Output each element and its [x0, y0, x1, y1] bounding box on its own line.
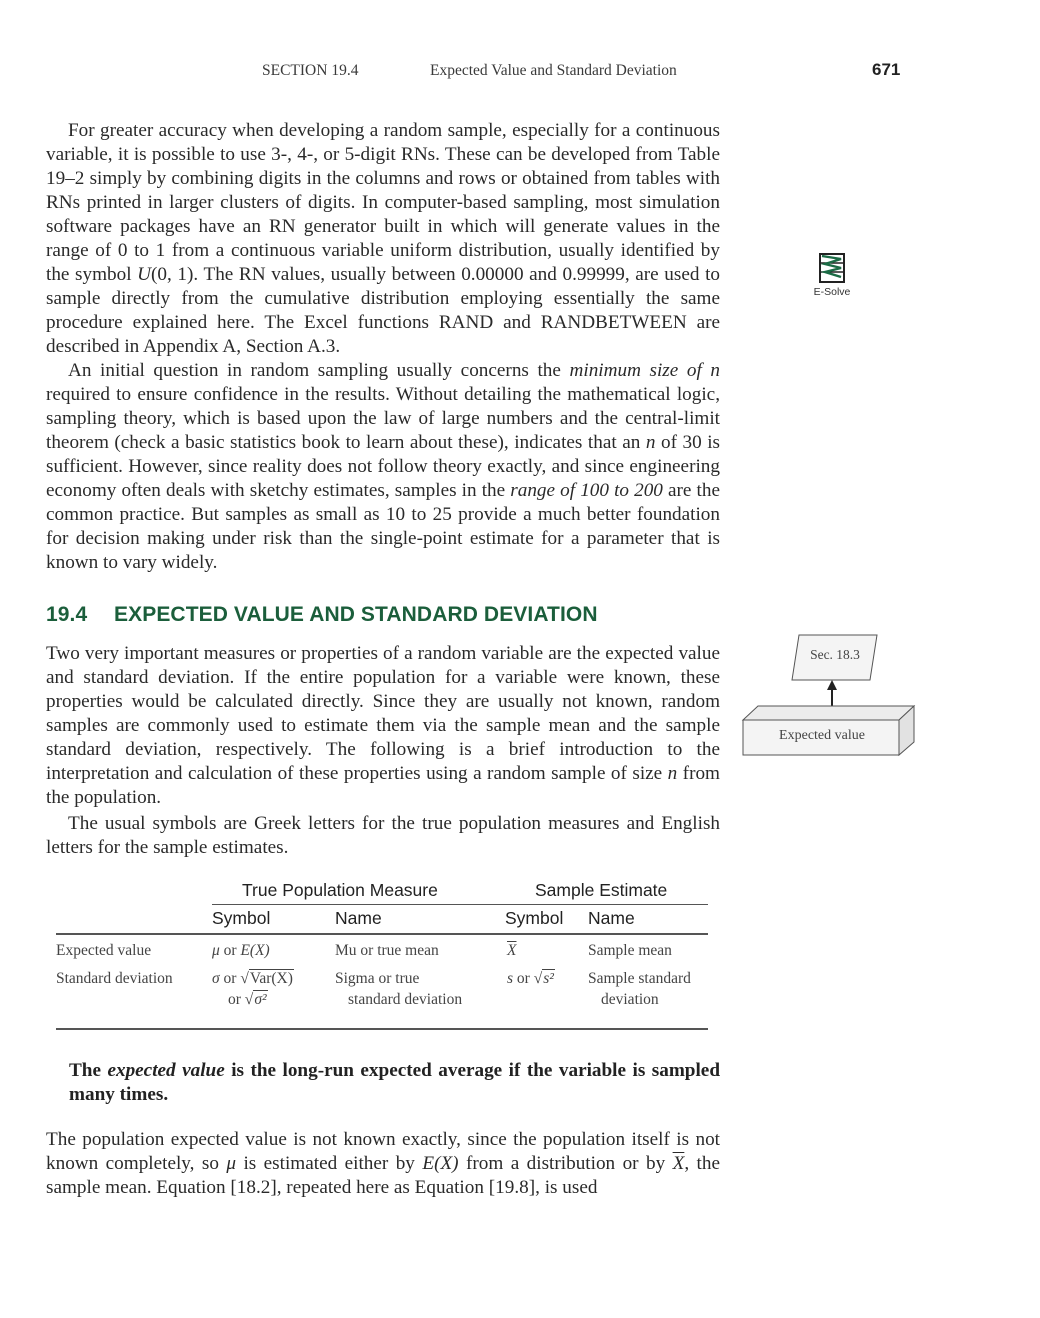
- pop-symbol-sigma: [212, 968, 294, 989]
- symbol-n: n: [667, 763, 678, 784]
- definition-text: is the long-run expected average if the variable is sampled many times.: [69, 1060, 720, 1105]
- paragraph-sample-size: [46, 359, 720, 575]
- definition-term: expected value: [107, 1060, 225, 1081]
- sample-symbol-xbar: [507, 940, 516, 961]
- paragraph-text: is estimated either by: [236, 1153, 423, 1174]
- sqrt-icon: √: [240, 970, 249, 987]
- column-header-sample-symbol: Symbol: [505, 908, 564, 928]
- row-measure-standard-deviation: Standard deviation: [56, 970, 173, 987]
- paragraph-text: are the common practice. But samples as small as 10 to 25 provide a much better foundation for decision making under risk than the single-point estimate for a parameter that is known to vary widely.: [46, 480, 720, 573]
- sample-name-sd-line2: deviation: [601, 991, 659, 1008]
- sqrt-icon: √: [533, 970, 543, 987]
- running-title: Expected Value and Standard Deviation: [430, 62, 677, 79]
- paragraph-text: The population expected value is not known exactly, since the population itself is not known completely, so: [46, 1129, 720, 1174]
- paragraph-random-number-accuracy: [46, 119, 720, 359]
- esolve-label: E-Solve: [813, 286, 851, 298]
- expected-value-definition: [69, 1059, 720, 1107]
- diagram-label-sec-18-3: Sec. 18.3: [810, 647, 860, 662]
- table-bottom-rule: [56, 1028, 708, 1030]
- paragraph-symbols-intro: [46, 812, 720, 860]
- esolve-margin-icon: [802, 253, 862, 298]
- symbol-s-squared: s²: [543, 970, 554, 987]
- group-header-sample-estimate: Sample Estimate: [535, 880, 668, 900]
- paragraph-text: from the population.: [46, 763, 720, 808]
- column-header-pop-name: Name: [335, 908, 382, 928]
- section-heading: [46, 603, 598, 627]
- paragraph-text: , the sample mean. Equation [18.2], repeated here as Equation [19.8], is used: [46, 1153, 720, 1198]
- symbol-s: s: [507, 970, 514, 987]
- symbol-ex: E(X): [240, 942, 270, 959]
- pop-symbol-mu: [212, 940, 270, 961]
- paragraph-population-expected-value: [46, 1128, 720, 1200]
- section-label: SECTION 19.4: [262, 62, 359, 79]
- header-rule: [56, 933, 708, 935]
- symbol-mu: μ: [212, 942, 220, 959]
- symbol-u: U: [137, 264, 152, 285]
- or-text: or: [219, 970, 241, 987]
- sample-name-sd-line1: Sample standard: [588, 970, 691, 987]
- sample-name-mean: Sample mean: [588, 942, 672, 959]
- or-text: or: [513, 970, 534, 987]
- emphasis-minimum-size: minimum size of n: [569, 360, 720, 381]
- paragraph-text: . The RN values, usually between 0.00000 and 0.99999, are used to sample directly from the cumulative distribution employing essentially the same procedure explained here. The Excel functions RAND and RANDBETWEEN are described in Appendix A, Section A.3.: [46, 264, 720, 357]
- group-rule-sample: [504, 904, 708, 905]
- paragraph-text: required to ensure confidence in the results. Without detailing the mathematical logic, sampling theory, which is based upon the law of large numbers and the central-limit theorem (check a basic statistics book to learn about these), indicates that an: [46, 384, 720, 453]
- symbol-sigma-squared: σ²: [254, 991, 267, 1008]
- paragraph-text: For greater accuracy when developing a random sample, especially for a continuous variable, it is possible to use 3-, 4-, or 5-digit RNs. These can be developed from Table 19–2 simply by combining digits in the columns and rows or obtained from tables with RNs printed in larger clusters of digits. In computer-based sampling, most simulation software packages have an RN generator built in which will generate values in the range of 0 to 1 from a continuous variable uniform distribution, usually identified by the symbol: [46, 120, 720, 285]
- sqrt-icon: √: [244, 991, 254, 1008]
- symbol-sigma: σ: [212, 970, 220, 987]
- symbol-var-x: Var(X): [249, 970, 293, 987]
- symbol-n: n: [645, 432, 656, 453]
- row-measure-expected-value: Expected value: [56, 942, 152, 959]
- paragraph-text: of 30 is sufficient. However, since reality does not follow theory exactly, and since engineering economy often deals with sketchy estimates, samples in the: [46, 432, 721, 501]
- paragraph-text: An initial question in random sampling usually concerns the: [68, 360, 570, 381]
- emphasis-range: range of 100 to 200: [510, 480, 663, 501]
- definition-text: The: [69, 1060, 108, 1081]
- pop-name-sigma-line2: standard deviation: [348, 991, 463, 1008]
- or-text: or: [219, 942, 241, 959]
- paragraph-text: from a distribution or by: [458, 1153, 673, 1174]
- section-title: EXPECTED VALUE AND STANDARD DEVIATION: [114, 603, 598, 626]
- paragraph-text: Two very important measures or properties of a random variable are the expected value and standard deviation. If the entire population for a variable were known, these properties would be calculated directly. Since they are usually not known, random samples are commonly used to estimate them via the sample mean and the sample standard deviation, respectively. The following is a brief introduction to the interpretation and calculation of these properties using a random sample of size: [46, 643, 720, 784]
- symbol-xbar: $\overline{X}$: [507, 942, 517, 959]
- pop-name-mu: Mu or true mean: [335, 942, 439, 959]
- or-text: or: [228, 991, 245, 1008]
- pop-symbol-sigma-alt: [228, 989, 268, 1010]
- group-rule-population: [212, 904, 518, 905]
- paragraph-intro-expected-value: [46, 642, 720, 810]
- page-number: 671: [872, 60, 901, 79]
- diagram-label-expected-value: Expected value: [779, 728, 865, 743]
- column-header-sample-name: Name: [588, 908, 635, 928]
- pop-name-sigma-line1: Sigma or true: [335, 970, 420, 987]
- symbol-ex: E(X): [422, 1153, 459, 1174]
- group-header-true-population: True Population Measure: [242, 880, 438, 900]
- margin-cross-reference-diagram: [740, 630, 920, 760]
- symbol-xbar: $\overline{X}$: [672, 1153, 685, 1174]
- column-header-pop-symbol: Symbol: [212, 908, 271, 928]
- section-number: 19.4: [46, 603, 88, 626]
- running-header: [262, 62, 677, 80]
- esolve-icon: [819, 253, 845, 283]
- sample-symbol-s: [507, 968, 555, 989]
- paragraph-text: The usual symbols are Greek letters for the true population measures and English letters for the sample estimates.: [46, 813, 720, 858]
- symbol-args: (0, 1): [151, 264, 194, 285]
- symbol-mu: μ: [226, 1153, 237, 1174]
